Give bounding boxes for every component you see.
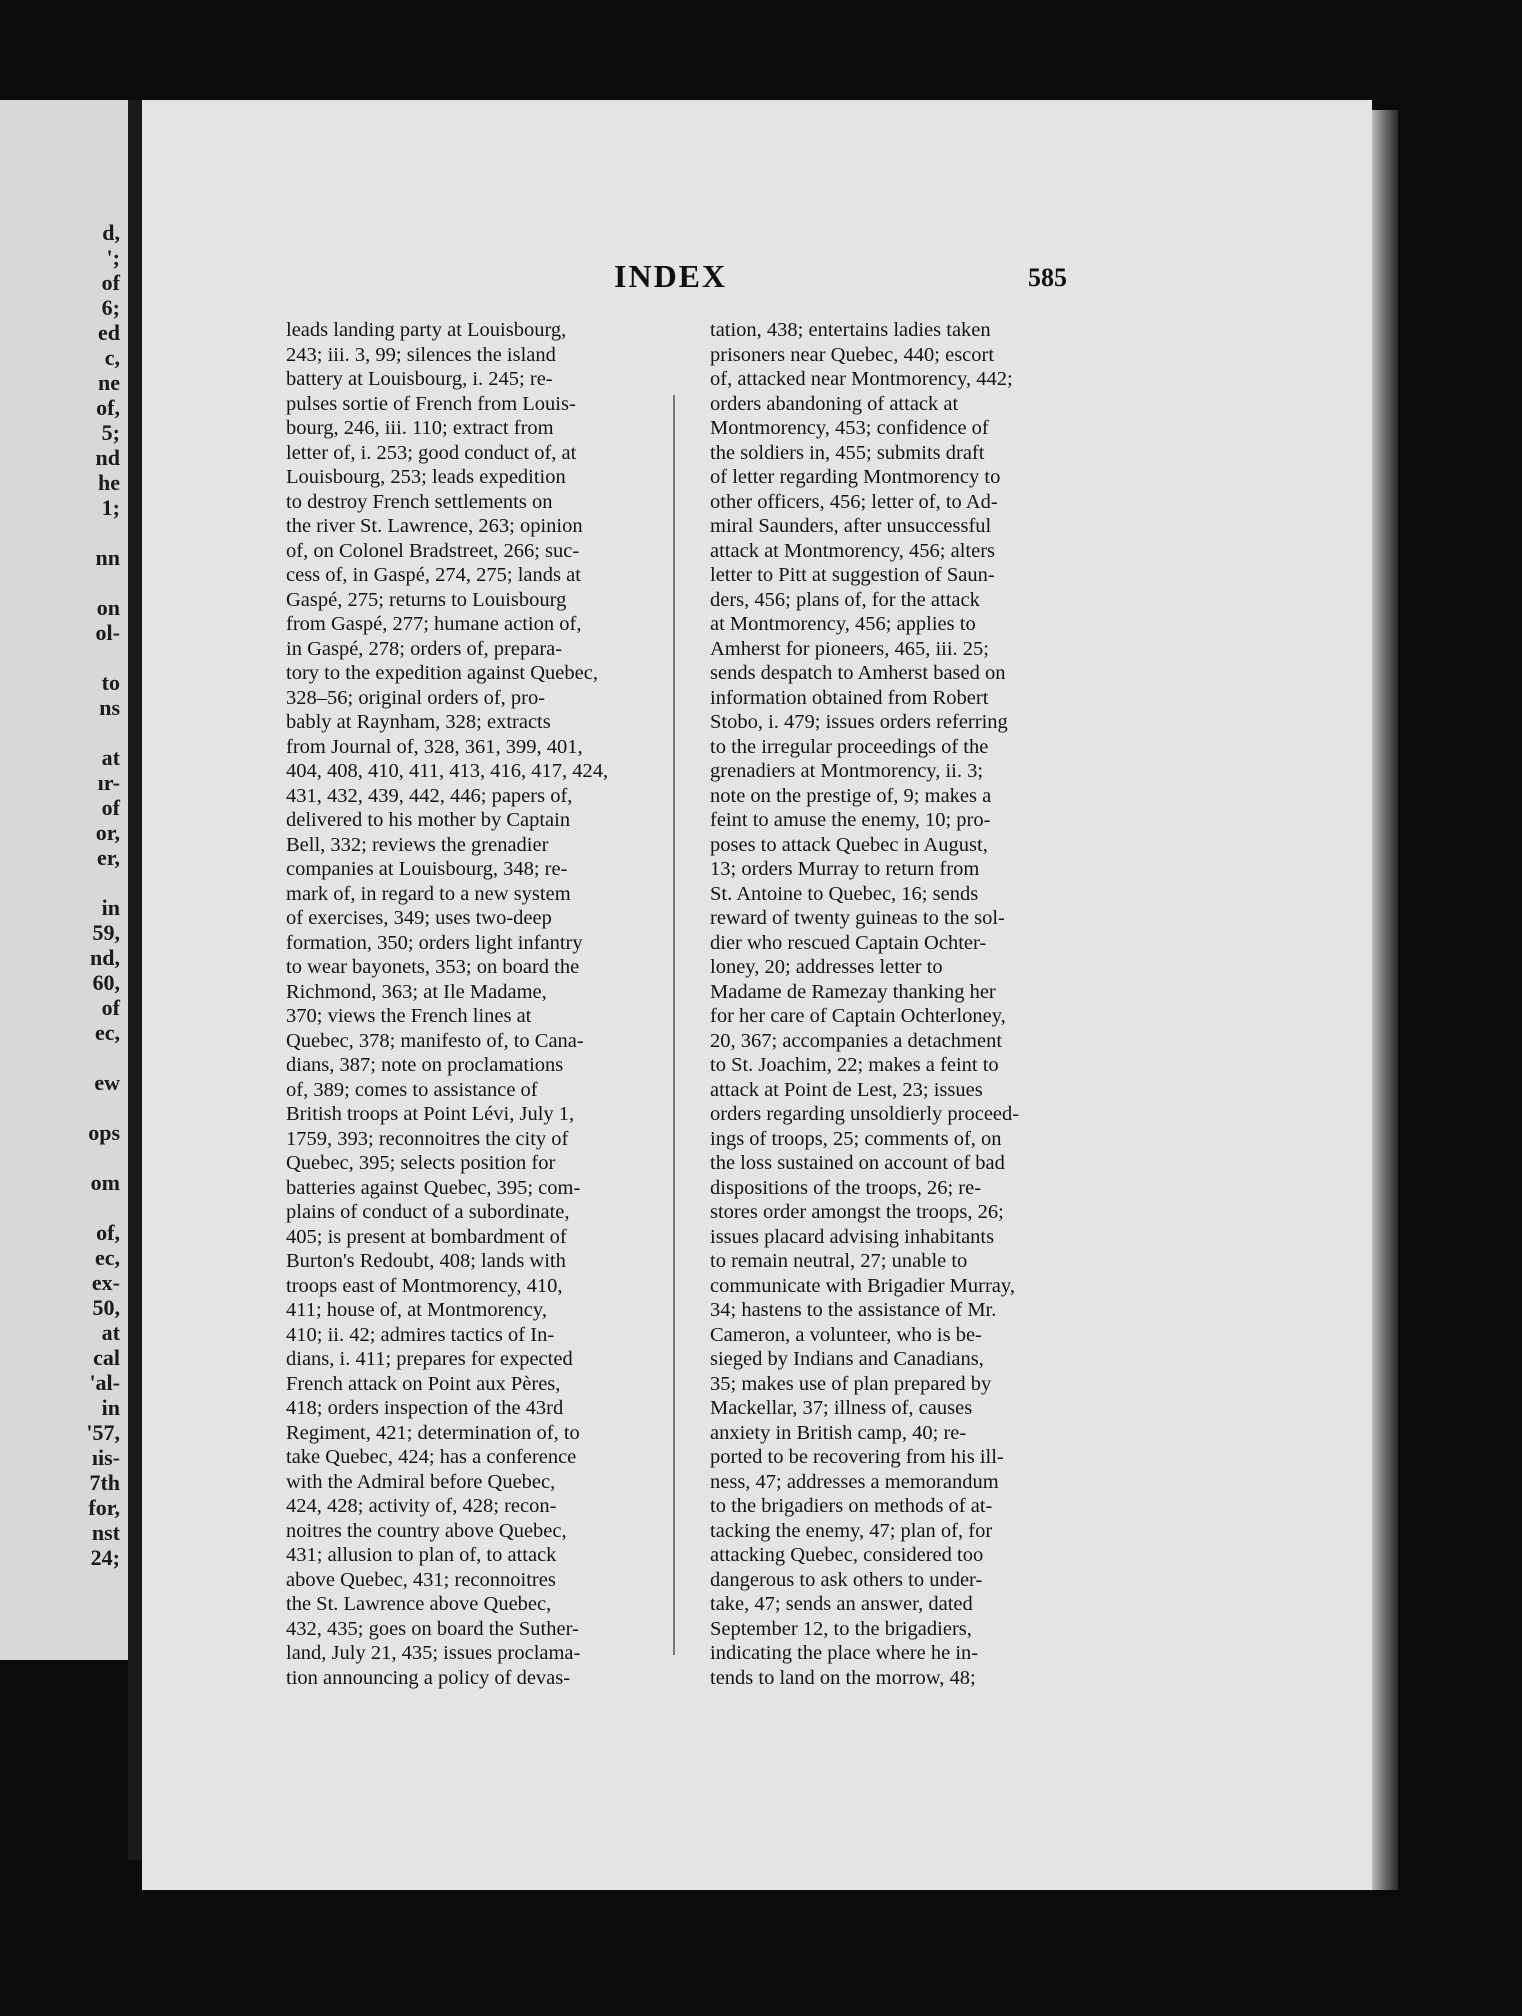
previous-page-fragment: om	[90, 1170, 120, 1195]
previous-page-fragment: ne	[98, 370, 120, 395]
index-line: Gaspé, 275; returns to Louisbourg	[286, 588, 567, 611]
index-line: loney, 20; addresses letter to	[710, 956, 943, 978]
index-line: other officers, 456; letter of, to Ad-	[710, 490, 998, 513]
index-line: of, on Colonel Bradstreet, 266; suc-	[286, 539, 580, 562]
index-line: to wear bayonets, 353; on board the	[286, 956, 580, 978]
index-line: information obtained from Robert	[710, 686, 989, 709]
index-line: Regiment, 421; determination of, to	[286, 1421, 580, 1444]
previous-page-text-fragments	[0, 220, 120, 1570]
index-line: the river St. Lawrence, 263; opinion	[286, 515, 583, 537]
index-line: anxiety in British camp, 40; re-	[710, 1421, 967, 1444]
previous-page-fragment: 'al-	[89, 1370, 120, 1395]
index-column-left	[286, 318, 664, 1690]
previous-page-fragment	[0, 1195, 120, 1220]
index-line: Quebec, 395; selects position for	[286, 1152, 556, 1174]
previous-page-fragment: nd,	[90, 945, 120, 970]
index-line: indicating the place where he in-	[710, 1642, 979, 1664]
previous-page-fragment: ex-	[91, 1270, 120, 1295]
previous-page-fragment: he	[98, 470, 120, 495]
index-line: letter to Pitt at suggestion of Saun-	[710, 564, 995, 586]
previous-page-fragment: ns	[99, 695, 120, 720]
previous-page-fragment: to	[101, 670, 120, 695]
index-line: to the brigadiers on methods of at-	[710, 1495, 993, 1517]
index-line: cess of, in Gaspé, 274, 275; lands at	[286, 564, 581, 586]
index-line: 1759, 393; reconnoitres the city of	[286, 1127, 569, 1150]
previous-page-fragment: 60,	[92, 970, 120, 995]
index-line: 370; views the French lines at	[286, 1005, 532, 1027]
index-line: orders abandoning of attack at	[710, 392, 959, 415]
index-line: Stobo, i. 479; issues orders referring	[710, 711, 1008, 733]
index-line: Cameron, a volunteer, who is be-	[710, 1323, 982, 1346]
index-line: battery at Louisbourg, i. 245; re-	[286, 368, 553, 390]
index-line: tion announcing a policy of devas-	[286, 1666, 571, 1689]
index-line: for her care of Captain Ochterloney,	[710, 1005, 1006, 1027]
index-line: the loss sustained on account of bad	[710, 1152, 1005, 1174]
index-line: September 12, to the brigadiers,	[710, 1617, 972, 1640]
index-line: 410; ii. 42; admires tactics of In-	[286, 1323, 555, 1346]
index-line: attacking Quebec, considered too	[710, 1544, 984, 1566]
index-line: mark of, in regard to a new system	[286, 882, 571, 905]
index-line: 13; orders Murray to return from	[710, 858, 980, 880]
index-line: orders regarding unsoldierly proceed-	[710, 1103, 1020, 1125]
index-line: reward of twenty guineas to the sol-	[710, 907, 1005, 929]
index-line: tory to the expedition against Quebec,	[286, 662, 598, 684]
index-line: delivered to his mother by Captain	[286, 809, 571, 831]
page-gutter	[128, 100, 142, 1860]
previous-page-fragment: '57,	[86, 1420, 120, 1445]
index-line: from Journal of, 328, 361, 399, 401,	[286, 735, 583, 758]
index-line: 411; house of, at Montmorency,	[286, 1299, 547, 1321]
index-line: above Quebec, 431; reconnoitres	[286, 1568, 556, 1591]
previous-page-fragment: in	[101, 895, 120, 920]
index-line: pulses sortie of French from Louis-	[286, 392, 576, 415]
index-line: Madame de Ramezay thanking her	[710, 980, 996, 1003]
previous-page-fragment	[0, 645, 120, 670]
previous-page-fragment: 7th	[89, 1470, 120, 1495]
index-line: prisoners near Quebec, 440; escort	[710, 343, 995, 366]
previous-page-fragment: d,	[102, 220, 120, 245]
index-line: companies at Louisbourg, 348; re-	[286, 858, 568, 880]
index-line: issues placard advising inhabitants	[710, 1225, 995, 1248]
previous-page-fragment: er,	[96, 845, 120, 870]
index-line: with the Admiral before Quebec,	[286, 1470, 556, 1493]
index-line: of, 389; comes to assistance of	[286, 1078, 538, 1101]
index-line: the St. Lawrence above Quebec,	[286, 1593, 552, 1615]
previous-page-fragment: or,	[95, 820, 120, 845]
previous-page-fragment: nn	[95, 545, 120, 570]
index-line: attack at Point de Lest, 23; issues	[710, 1078, 983, 1101]
previous-page-fragment	[0, 570, 120, 595]
previous-page-fragment	[0, 1145, 120, 1170]
index-line: ders, 456; plans of, for the attack	[710, 588, 980, 611]
index-line: Amherst for pioneers, 465, iii. 25;	[710, 637, 989, 660]
index-line: noitres the country above Quebec,	[286, 1519, 567, 1542]
index-line: stores order amongst the troops, 26;	[710, 1201, 1004, 1223]
index-line: poses to attack Quebec in August,	[710, 833, 988, 856]
previous-page-fragment: 59,	[92, 920, 120, 945]
index-line: to remain neutral, 27; unable to	[710, 1250, 968, 1272]
index-line: 431; allusion to plan of, to attack	[286, 1544, 557, 1566]
index-line: to St. Joachim, 22; makes a feint to	[710, 1054, 999, 1076]
index-line: Mackellar, 37; illness of, causes	[710, 1397, 973, 1419]
index-line: tends to land on the morrow, 48;	[710, 1666, 976, 1689]
previous-page-fragment: in	[101, 1395, 120, 1420]
previous-page-fragment: nst	[91, 1520, 120, 1545]
index-line: at Montmorency, 456; applies to	[710, 613, 976, 635]
previous-page-fragment: of,	[96, 395, 120, 420]
previous-page-fragment: ec,	[94, 1245, 120, 1270]
index-line: tacking the enemy, 47; plan of, for	[710, 1519, 993, 1542]
index-line: 432, 435; goes on board the Suther-	[286, 1617, 579, 1640]
previous-page-fragment: 50,	[92, 1295, 120, 1320]
previous-page-fragment: ew	[94, 1070, 120, 1095]
index-line: 243; iii. 3, 99; silences the island	[286, 343, 556, 366]
index-line: dians, 387; note on proclamations	[286, 1054, 564, 1076]
previous-page-fragment	[0, 870, 120, 895]
index-line: communicate with Brigadier Murray,	[710, 1274, 1015, 1297]
previous-page-fragment: 5;	[101, 420, 120, 445]
index-line: to destroy French settlements on	[286, 490, 553, 513]
page-number: 585	[1028, 263, 1067, 292]
previous-page-fragment: of,	[96, 1220, 120, 1245]
previous-page-fragment	[0, 1095, 120, 1120]
index-line: 328–56; original orders of, pro-	[286, 686, 546, 709]
index-line: bourg, 246, iii. 110; extract from	[286, 417, 554, 439]
index-line: Louisbourg, 253; leads expedition	[286, 466, 566, 488]
previous-page-fragment	[0, 520, 120, 545]
index-line: 35; makes use of plan prepared by	[710, 1372, 992, 1395]
index-line: French attack on Point aux Pères,	[286, 1372, 561, 1395]
index-line: attack at Montmorency, 456; alters	[710, 539, 996, 562]
index-line: Bell, 332; reviews the grenadier	[286, 833, 549, 856]
previous-page-fragment: 24;	[90, 1545, 120, 1570]
index-line: formation, 350; orders light infantry	[286, 931, 583, 954]
previous-page-fragment: ed	[98, 320, 120, 345]
previous-page-fragment: ec,	[94, 1020, 120, 1045]
previous-page-fragment: ';	[106, 245, 120, 270]
index-line: Richmond, 363; at Ile Madame,	[286, 980, 547, 1003]
index-line: 431, 432, 439, 442, 446; papers of,	[286, 784, 573, 807]
index-line: letter of, i. 253; good conduct of, at	[286, 441, 577, 464]
index-line: Quebec, 378; manifesto of, to Cana-	[286, 1029, 584, 1052]
previous-page-fragment: ol-	[95, 620, 120, 645]
previous-page-fragment: at	[101, 1320, 120, 1345]
index-line: miral Saunders, after unsuccessful	[710, 515, 992, 537]
index-line: take, 47; sends an answer, dated	[710, 1593, 973, 1615]
index-line: of exercises, 349; uses two-deep	[286, 907, 552, 929]
index-line: 424, 428; activity of, 428; recon-	[286, 1495, 557, 1517]
index-line: grenadiers at Montmorency, ii. 3;	[710, 760, 984, 782]
previous-page-fragment: nd	[95, 445, 120, 470]
index-line: dians, i. 411; prepares for expected	[286, 1348, 573, 1370]
index-line: 404, 408, 410, 411, 413, 416, 417, 424,	[286, 760, 609, 782]
previous-page-fragment: of	[101, 795, 120, 820]
previous-page-fragment: cal	[93, 1345, 120, 1370]
previous-page-fragment: of	[101, 270, 120, 295]
previous-page-fragment: at	[101, 745, 120, 770]
index-line: to the irregular proceedings of the	[710, 735, 989, 758]
index-line: the soldiers in, 455; submits draft	[710, 441, 985, 464]
previous-page-fragment	[0, 720, 120, 745]
column-rule	[673, 395, 675, 1655]
index-line: of letter regarding Montmorency to	[710, 466, 1001, 488]
index-line: take Quebec, 424; has a conference	[286, 1446, 577, 1468]
index-line: land, July 21, 435; issues proclama-	[286, 1642, 581, 1664]
index-line: note on the prestige of, 9; makes a	[710, 784, 992, 807]
index-line: St. Antoine to Quebec, 16; sends	[710, 882, 979, 905]
index-line: 418; orders inspection of the 43rd	[286, 1397, 564, 1419]
previous-page-fragment: on	[96, 595, 120, 620]
previous-page-fragment	[0, 1045, 120, 1070]
index-line: troops east of Montmorency, 410,	[286, 1274, 563, 1297]
index-line: 20, 367; accompanies a detachment	[710, 1029, 1003, 1052]
index-line: of, attacked near Montmorency, 442;	[710, 368, 1013, 390]
index-line: leads landing party at Louisbourg,	[286, 319, 567, 341]
index-line: Montmorency, 453; confidence of	[710, 417, 989, 439]
index-line: bably at Raynham, 328; extracts	[286, 711, 551, 733]
index-line: tation, 438; entertains ladies taken	[710, 319, 991, 341]
index-line: batteries against Quebec, 395; com-	[286, 1176, 581, 1199]
page-right-edge	[1372, 110, 1398, 1890]
index-line: from Gaspé, 277; humane action of,	[286, 613, 582, 635]
index-line: Burton's Redoubt, 408; lands with	[286, 1250, 566, 1272]
index-line: British troops at Point Lévi, July 1,	[286, 1103, 575, 1125]
previous-page-fragment: 6;	[101, 295, 120, 320]
running-head: INDEX	[614, 258, 728, 294]
previous-page-fragment: of	[101, 995, 120, 1020]
index-line: sends despatch to Amherst based on	[710, 662, 1006, 684]
index-line: dangerous to ask others to under-	[710, 1568, 983, 1591]
index-line: feint to amuse the enemy, 10; pro-	[710, 809, 991, 831]
previous-page-fragment: for,	[88, 1495, 120, 1520]
index-line: dier who rescued Captain Ochter-	[710, 931, 987, 954]
index-line: ported to be recovering from his ill-	[710, 1446, 1004, 1468]
previous-page-fragment: ır-	[97, 770, 120, 795]
previous-page-fragment: c,	[104, 345, 120, 370]
previous-page-fragment: ops	[88, 1120, 120, 1145]
index-line: plains of conduct of a subordinate,	[286, 1201, 570, 1223]
index-line: 34; hastens to the assistance of Mr.	[710, 1299, 997, 1321]
index-line: sieged by Indians and Canadians,	[710, 1348, 984, 1370]
index-line: dispositions of the troops, 26; re-	[710, 1176, 982, 1199]
index-column-right	[710, 318, 1088, 1690]
index-line: 405; is present at bombardment of	[286, 1225, 567, 1248]
index-line: ness, 47; addresses a memorandum	[710, 1470, 999, 1493]
index-line: ings of troops, 25; comments of, on	[710, 1127, 1002, 1150]
previous-page-fragment: ıis-	[91, 1445, 120, 1470]
previous-page-fragment: 1;	[101, 495, 120, 520]
index-line: in Gaspé, 278; orders of, prepara-	[286, 637, 563, 660]
